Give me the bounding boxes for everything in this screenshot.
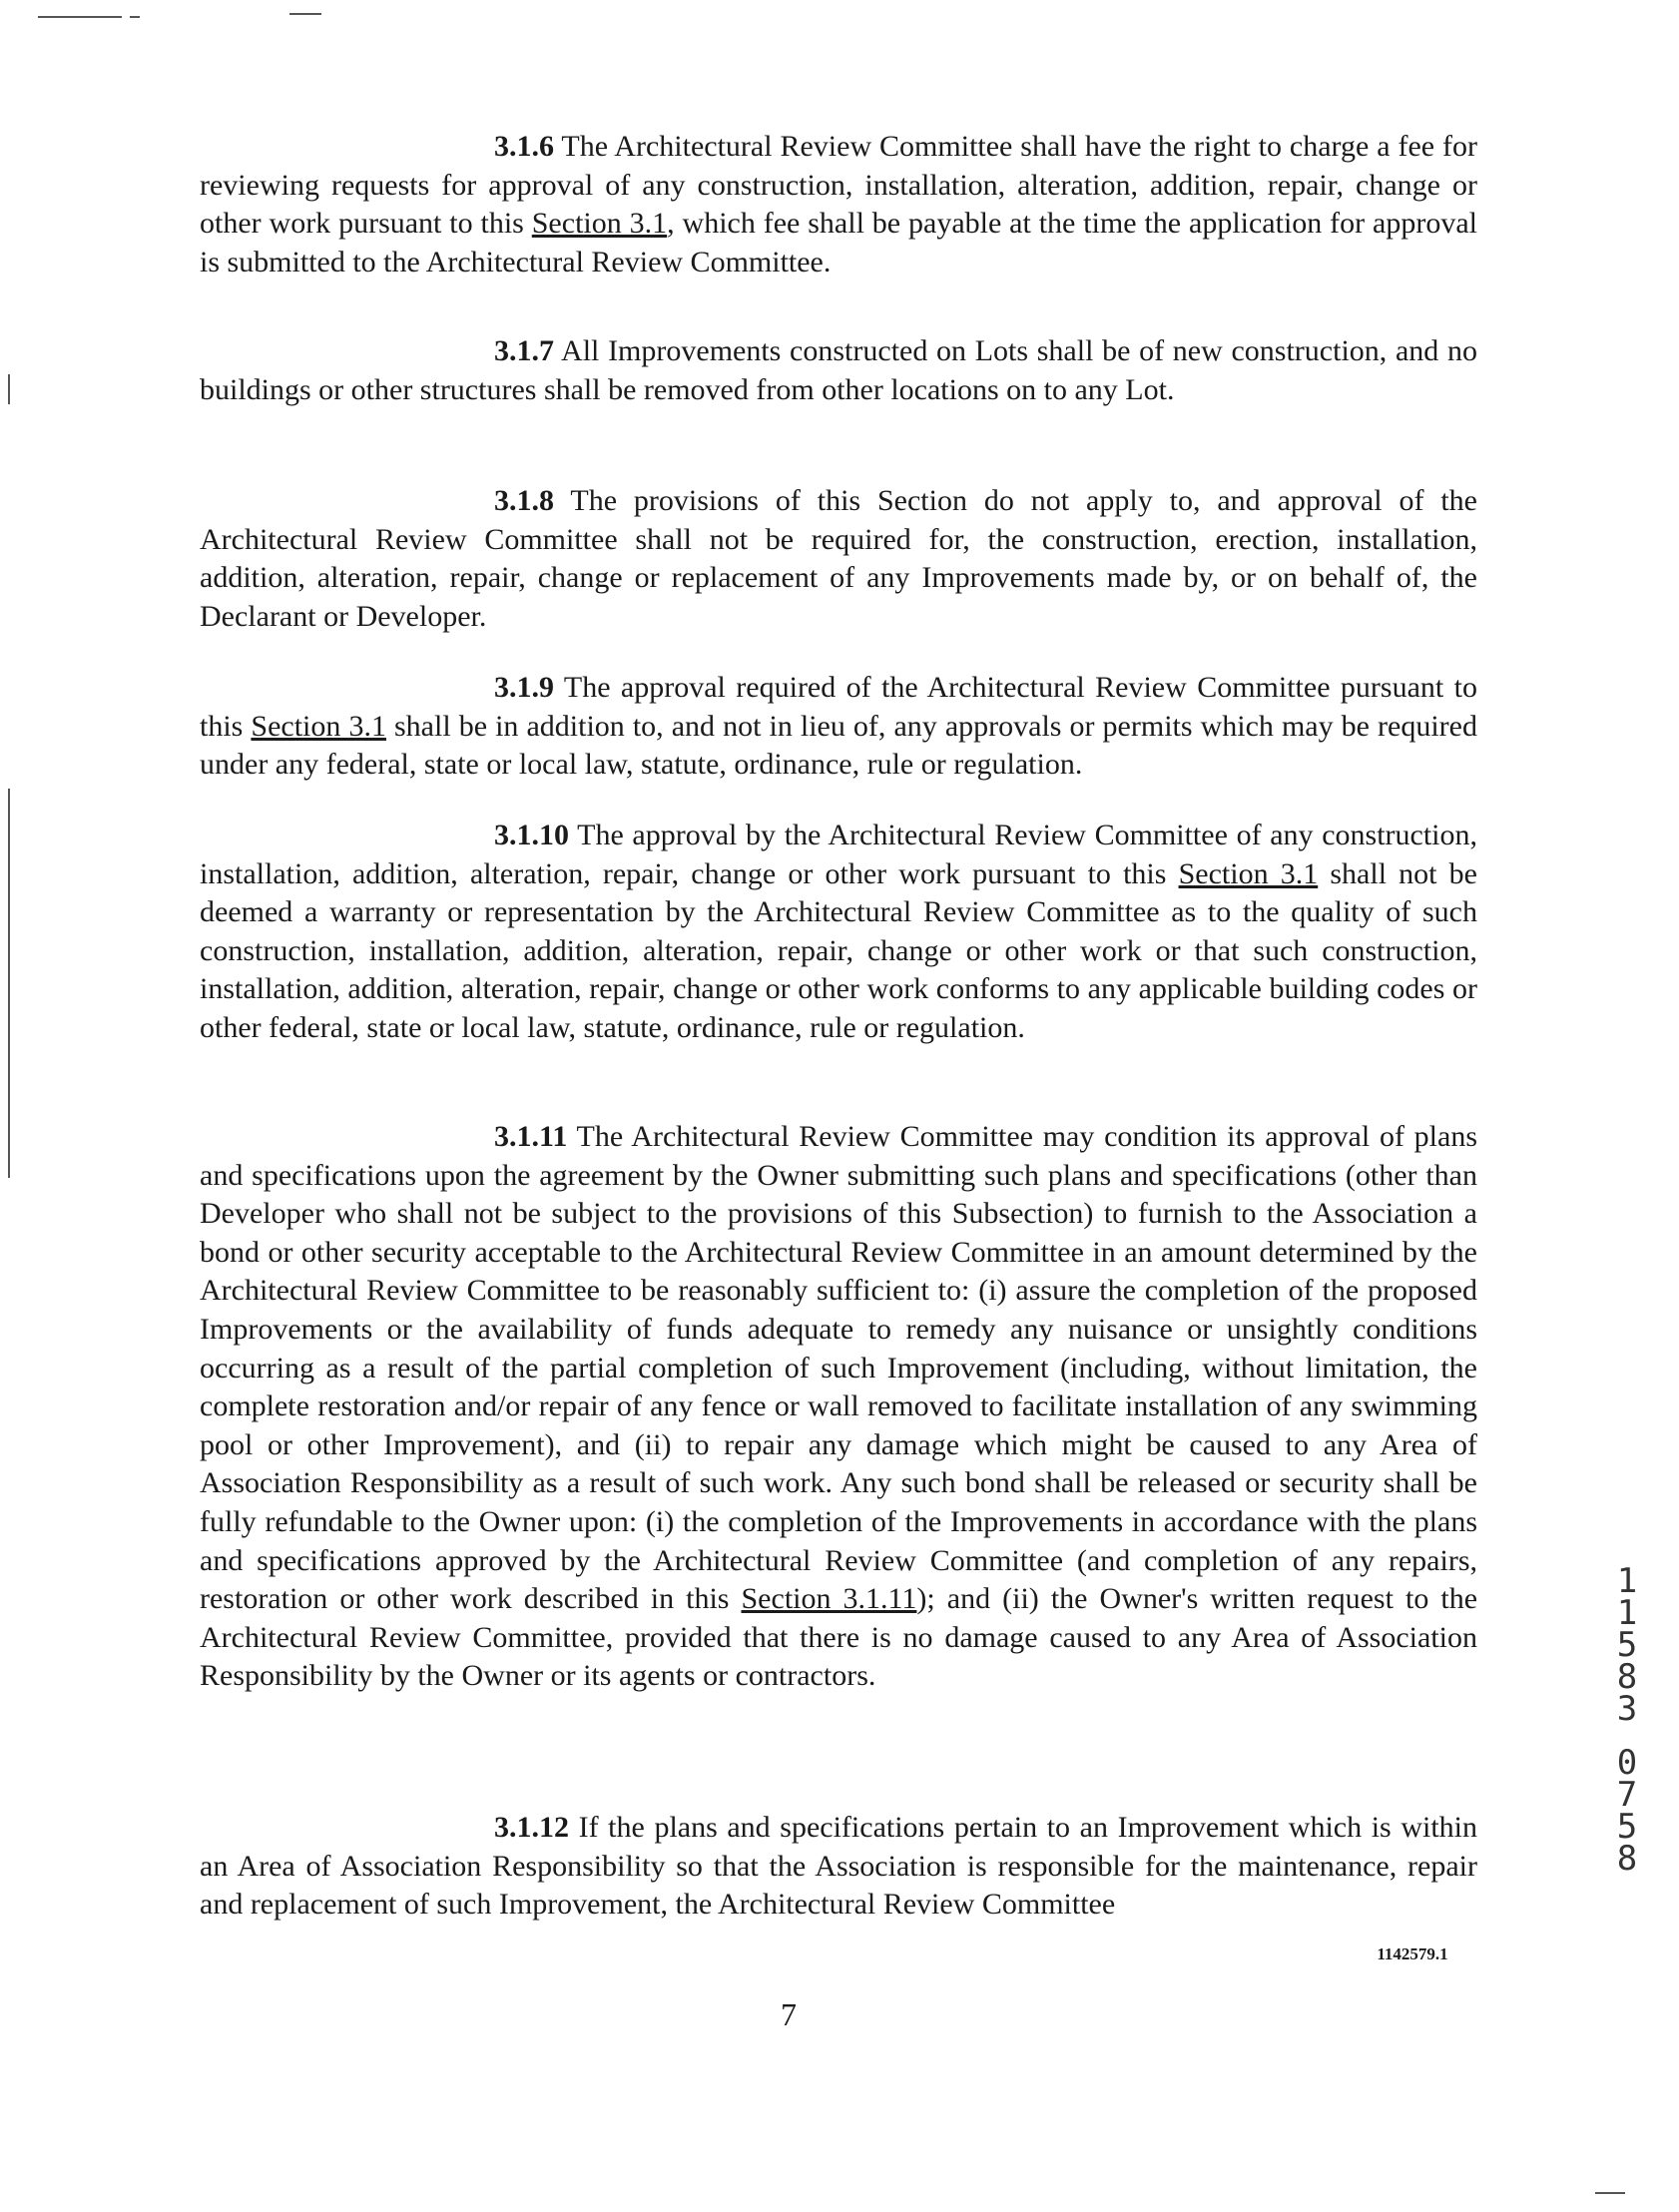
paragraph-3-1-12 (200, 1809, 1477, 1925)
paragraph-number: 3.1.8 (494, 484, 554, 517)
paragraph-text: The provisions of this Section do not apply to, and approval of the Architectural Review Committee shall not be required for, the construction, erection, installation, addition, alteration, repair, change or replacement of any Improvements made by, or on behalf of, the Declarant or Developer. (200, 484, 1477, 633)
paragraph-number: 3.1.9 (494, 671, 554, 704)
paragraph-text: The Architectural Review Committee may condition its approval of plans and specifications upon the agreement by the Owner submitting such plans and specifications (other than Developer who shall not be subject to the provisions of this Subsection) to furnish to the Association a bond or other security acceptable to the Architectural Review Committee in an amount determined by the Architectural Review Committee to be reasonably sufficient to: (i) assure the completion of the proposed Improvements or the availability of funds adequate to remedy any nuisance or unsightly conditions occurring as a result of the partial completion of such Improvement (including, without limitation, the complete restoration and/or repair of any fence or wall removed to facilitate installation of any swimming pool or other Improvement), and (ii) to repair any damage which might be caused to any Area of Association Responsibility as a result of such work. Any such bond shall be released or security shall be fully refundable to the Owner upon: (i) the completion of the Improvements in accordance with the plans and specifications approved by the Architectural Review Committee (and completion of any repairs, restoration or other work described in this (200, 1120, 1477, 1616)
paragraph-3-1-9 (200, 669, 1477, 785)
paragraph-text: If the plans and specifications pertain to an Improvement which is within an Area of Association Responsibility so that the Association is responsible for the maintenance, repair and replacement of such Improvement, the Architectural Review Committee (200, 1811, 1477, 1922)
paragraph-text: shall be in addition to, and not in lieu of, any approvals or permits which may be required under any federal, state or local law, statute, ordinance, rule or regulation. (200, 709, 1477, 782)
paragraph-3-1-6 (200, 128, 1477, 281)
paragraph-text: The approval required of the Architectural Review Committee pursuant to this (200, 671, 1477, 743)
paragraph-text: All Improvements constructed on Lots shall be of new construction, and no buildings or other structures shall be removed from other locations on to any Lot. (200, 334, 1477, 406)
stamp-digit: 1 (1616, 1593, 1638, 1633)
section-reference: Section 3.1 (251, 709, 386, 743)
scan-artifact (289, 13, 321, 15)
paragraph-3-1-8 (200, 482, 1477, 636)
scan-artifact (1595, 2192, 1625, 2194)
scan-artifact (38, 16, 122, 18)
stamp-digit: 5 (1616, 1807, 1638, 1847)
section-reference: Section 3.1 (531, 207, 668, 241)
paragraph-3-1-11 (200, 1118, 1477, 1696)
paragraph-number: 3.1.10 (494, 819, 569, 851)
paragraph-number: 3.1.12 (494, 1811, 569, 1844)
section-reference: Section 3.1.11 (741, 1582, 917, 1616)
stamp-digit: 8 (1616, 1839, 1638, 1879)
document-id: 1142579.1 (1377, 1944, 1448, 1963)
scan-artifact (8, 789, 10, 1178)
stamp-digit: 3 (1616, 1689, 1638, 1729)
paragraph-text: shall not be deemed a warranty or representation by the Architectural Review Committee as to the quality of such construction, installation, addition, alteration, repair, change or other work or that such construction, installation, addition, alteration, repair, change or other work conforms to any applicable building codes or other federal, state or local law, statute, ordinance, rule or regulation. (200, 856, 1477, 1044)
page-number: 7 (781, 1996, 797, 2032)
stamp-digit: 1 (1616, 1561, 1638, 1601)
stamp-digit: 0 (1616, 1743, 1638, 1783)
paragraph-3-1-7 (200, 332, 1477, 409)
paragraph-text: The Architectural Review Committee shall have the right to charge a fee for reviewing requests for approval of any construction, installation, alteration, addition, repair, change or other work pursuant to this (200, 130, 1477, 241)
paragraph-text: The approval by the Architectural Review Committee of any construction, installation, addition, alteration, repair, change or other work pursuant to this (200, 819, 1477, 890)
paragraph-text: ); and (ii) the Owner's written request to the Architectural Review Committee, provided that there is no damage caused to any Area of Association Responsibility by the Owner or its agents or contractors. (200, 1582, 1478, 1693)
paragraph-text: , which fee shall be payable at the time the application for approval is submitted to the Architectural Review Committee. (200, 207, 1478, 278)
recording-stamp (1602, 1561, 1652, 1879)
paragraph-number: 3.1.11 (494, 1120, 568, 1153)
section-reference: Section 3.1 (1178, 856, 1319, 890)
scan-artifact (8, 374, 10, 404)
paragraph-number: 3.1.6 (494, 130, 554, 163)
paragraph-3-1-10 (200, 817, 1477, 1048)
stamp-digit: 8 (1616, 1657, 1638, 1697)
paragraph-number: 3.1.7 (494, 334, 554, 367)
stamp-digit: 7 (1616, 1775, 1638, 1815)
scan-artifact (130, 16, 140, 18)
stamp-digit: 5 (1616, 1625, 1638, 1665)
